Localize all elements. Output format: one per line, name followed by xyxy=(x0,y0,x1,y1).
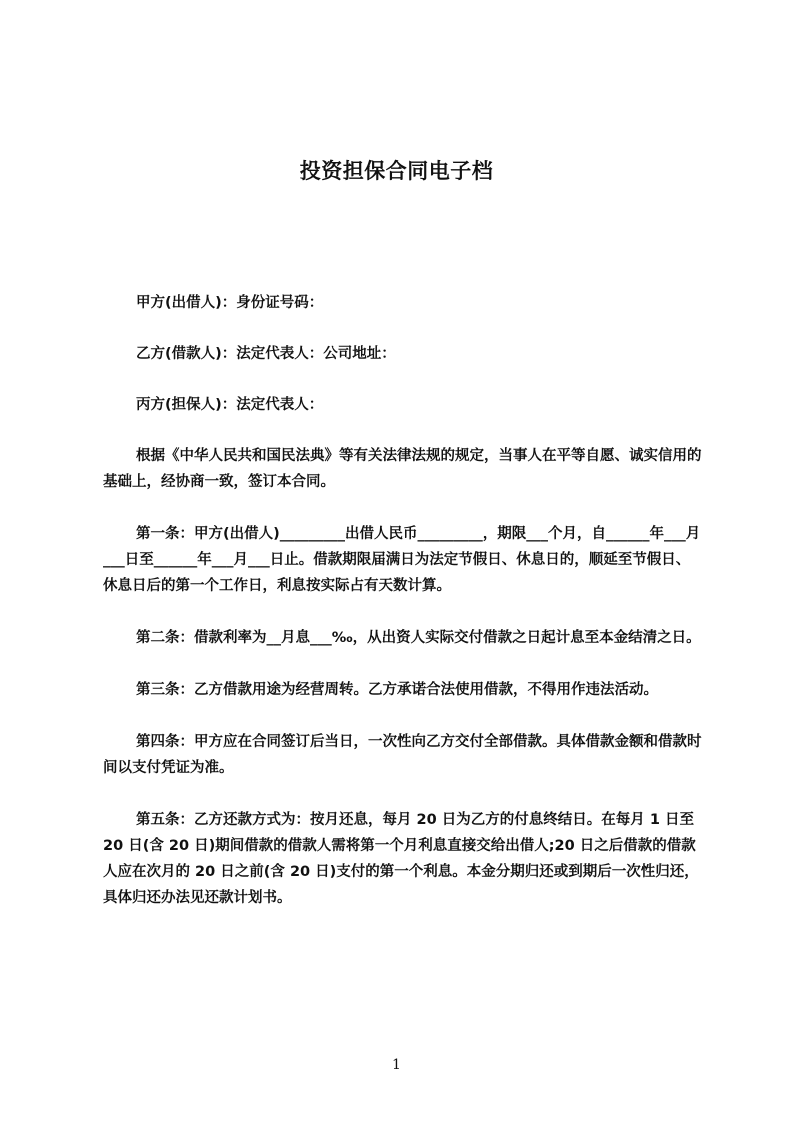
party-a-line: 甲方(出借人)：身份证号码： xyxy=(136,295,324,311)
party-b-line: 乙方(借款人)：法定代表人：公司地址： xyxy=(136,346,396,362)
article-2: 第二条：借款利率为__月息___‰，从出资人实际交付借款之日起计息至本金结清之日。 xyxy=(136,630,701,646)
document-body xyxy=(103,290,703,937)
article-1: 第一条：甲方(出借人)_________出借人民币_________，期限___个月，自______年___月___日至______年___月___日止。借款期限届满日为法定节假日、休息日的，顺延至节假日、休息日后的第一个工作日，利息按实际占有天数计算。 xyxy=(103,526,701,594)
article-3: 第三条：乙方借款用途为经营周转。乙方承诺合法使用借款，不得用作违法活动。 xyxy=(136,682,658,698)
article-4: 第四条：甲方应在合同签订后当日，一次性向乙方交付全部借款。具体借款金额和借款时间以支付凭证为准。 xyxy=(103,734,702,776)
preamble-paragraph: 根据《中华人民共和国民法典》等有关法律法规的规定，当事人在平等自愿、诚实信用的基础上，经协商一致，签订本合同。 xyxy=(103,448,702,490)
article-5: 第五条：乙方还款方式为：按月还息，每月 20 日为乙方的付息终结日。在每月 1 日至 20 日(含 20 日)期间借款的借款人需将第一个月利息直接交给出借人;20 日之后借款的借款人应在次月的 20 日之前(含 20 日)支付的第一个利息。本金分期归还或到期后一次性归还，具体归还办法见还款计划书。 xyxy=(103,812,699,906)
document-title: 投资担保合同电子档 xyxy=(299,159,494,184)
party-c-line: 丙方(担保人)：法定代表人： xyxy=(136,397,324,413)
page-number: 1 xyxy=(392,1057,401,1073)
